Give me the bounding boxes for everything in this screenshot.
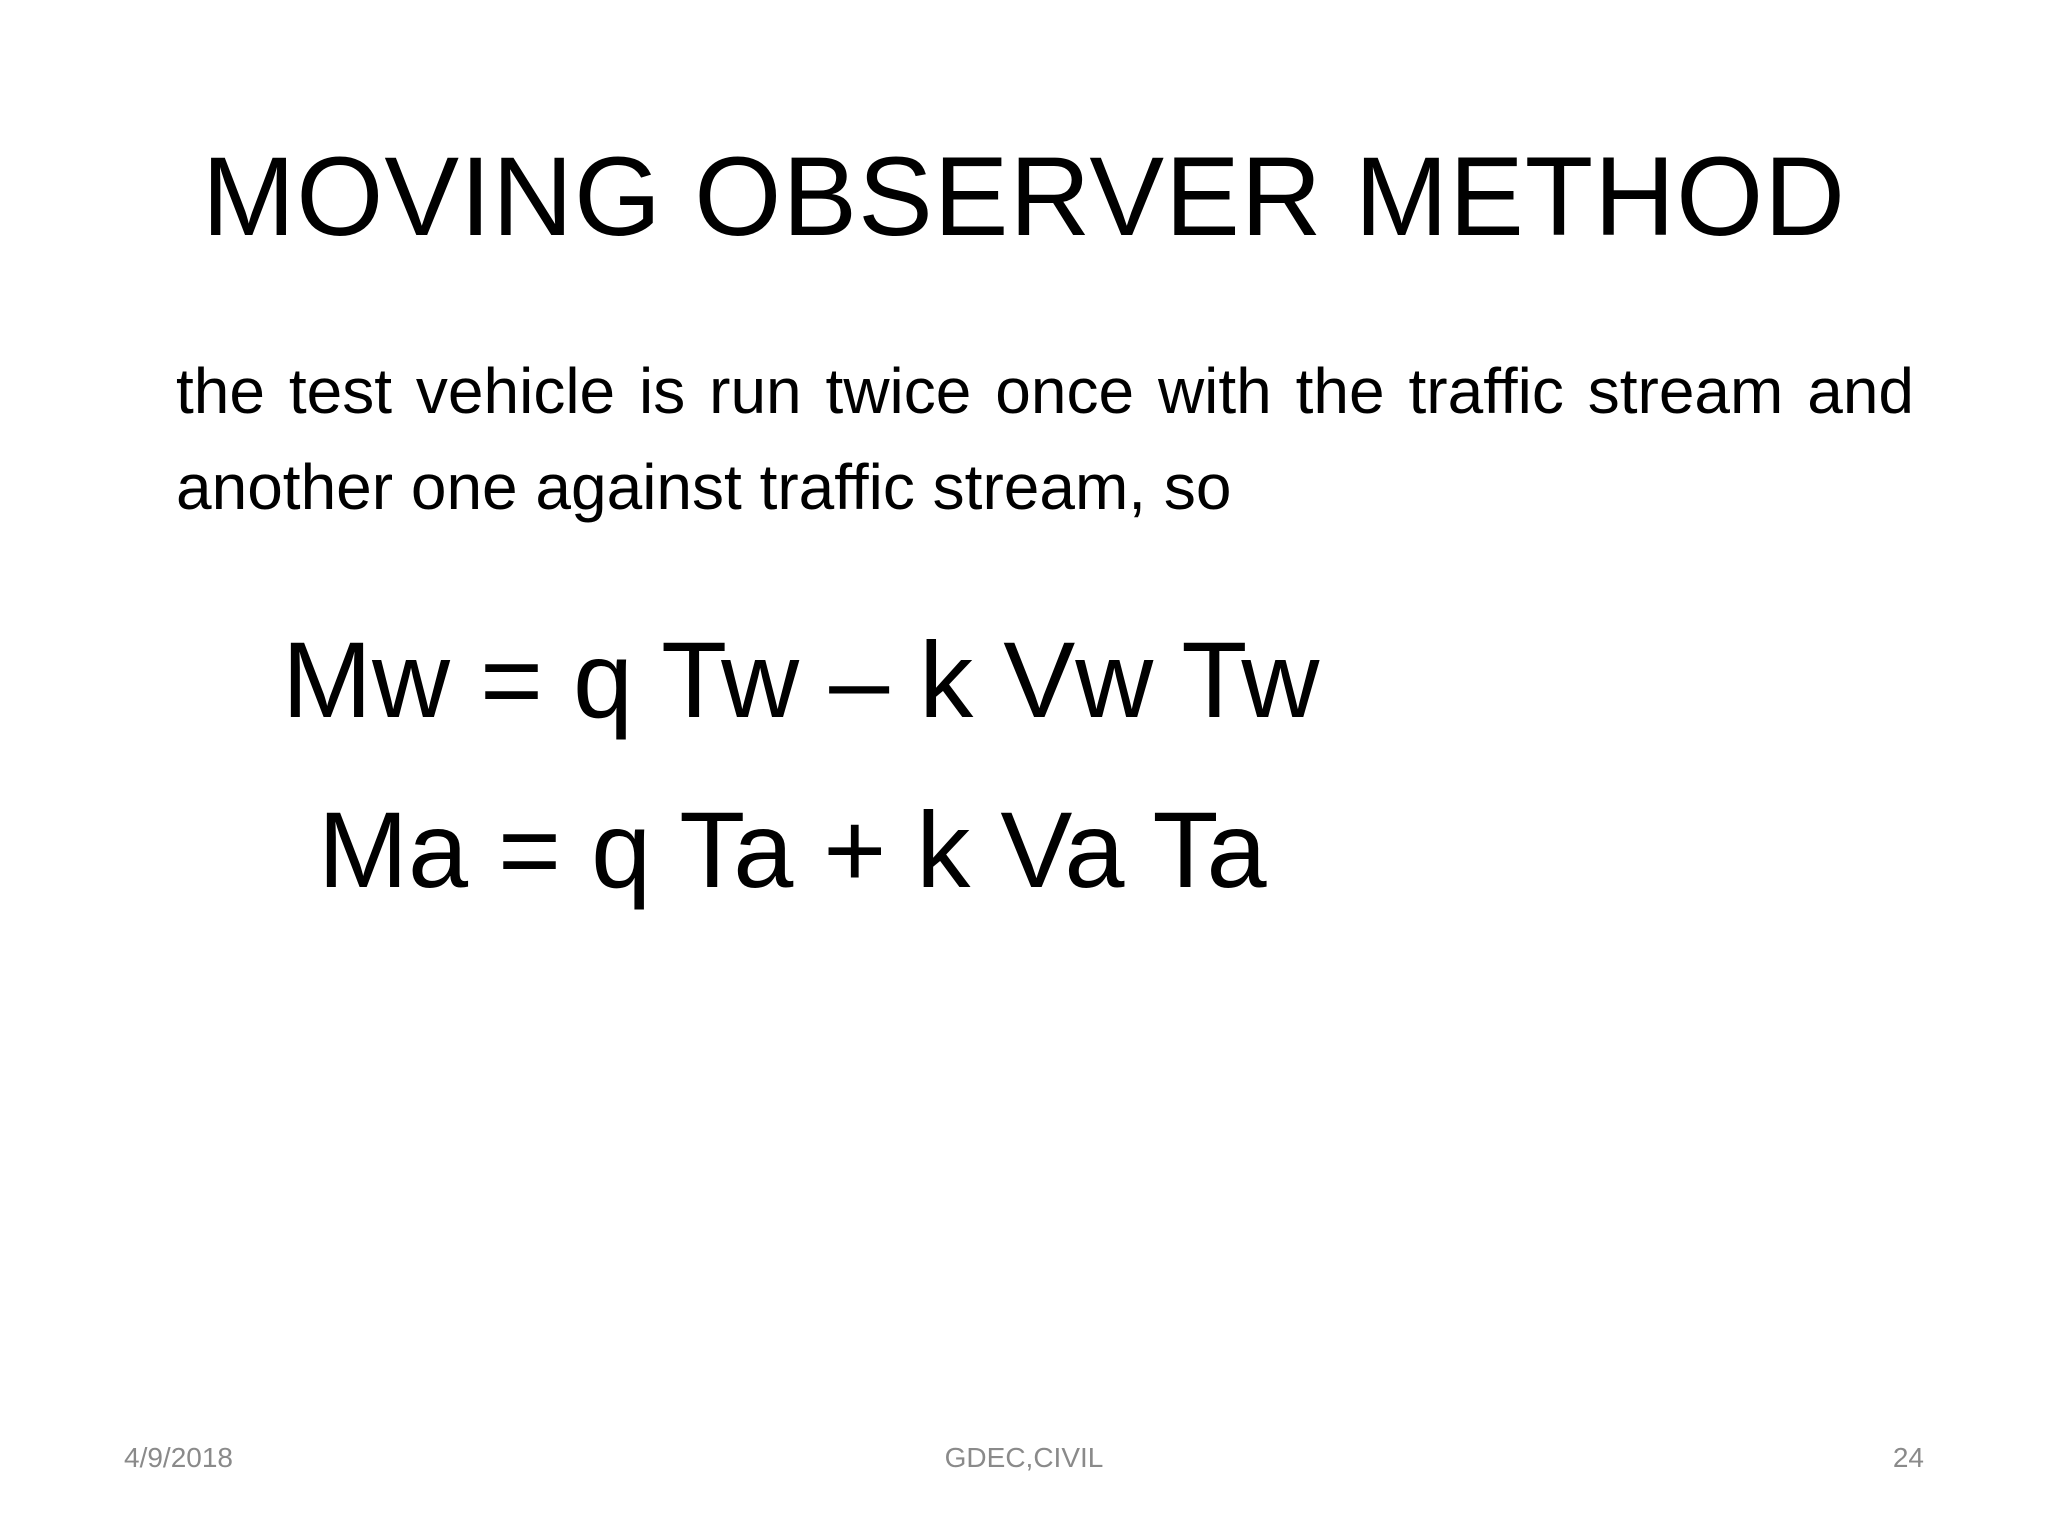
footer-page-number: 24 [1892,1442,1924,1473]
slide-title: MOVING OBSERVER METHOD [201,134,1847,259]
slide-body-text: the test vehicle is run twice once with the traffic stream and another one against traffic stream, so [176,355,1914,523]
equation-against-stream: Ma = q Ta + k Va Ta [318,789,1267,910]
footer-organization: GDEC,CIVIL [944,1442,1104,1473]
equation-with-stream: Mw = q Tw – k Vw Tw [282,619,1320,740]
footer-date: 4/9/2018 [124,1442,233,1473]
